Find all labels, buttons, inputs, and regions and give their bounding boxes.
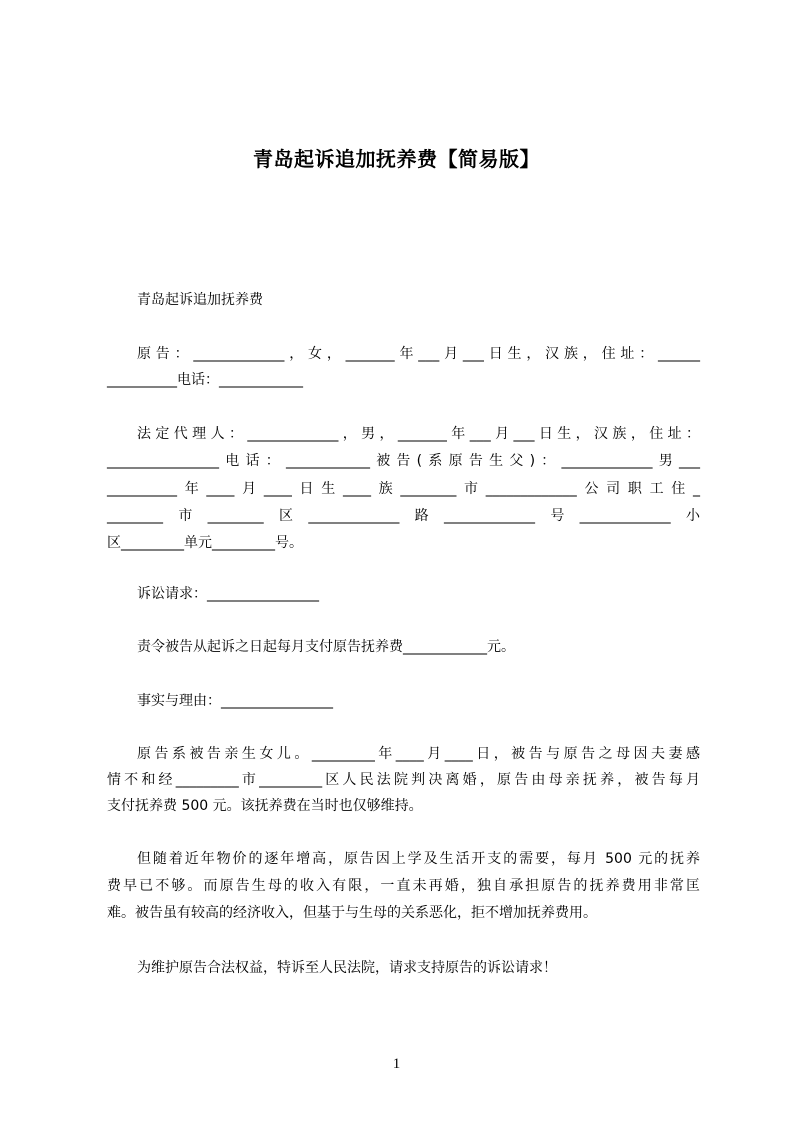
facts-line: 支付抚养费 500 元。该抚养费在当时也仅够维持。 <box>107 798 423 814</box>
plaintiff-line: __________电话：____________ <box>107 372 303 388</box>
reasons-line: 难。被告虽有较高的经济收入，但基于与生母的关系恶化，拒不增加抚养费用。 <box>107 905 597 921</box>
subtitle: 青岛起诉追加抚养费 <box>137 292 263 308</box>
reasons-line: 费早已不够。而原告生母的收入有限，一直未再婚，独自承担原告的抚养费用非常匡 <box>107 878 700 894</box>
reasons-line: 但随着近年物价的逐年增高，原告因上学及生活开支的需要，每月 500 元的抚养 <box>137 851 700 867</box>
facts-line: 情不和经_________市_________区人民法院判决离婚，原告由母亲抚养，被告每月 <box>107 772 700 788</box>
agent-line: __________年____月____日生____族________市_____________公司职工住_ <box>107 481 700 497</box>
facts-line: 原告系被告亲生女儿。_________年____月____日，被告与原告之母因夫妻感 <box>137 746 700 762</box>
agent-line: ________________电话：____________被告(系原告生父)：_____________男___ <box>107 453 700 469</box>
agent-line: 法定代理人：_____________，男，_______年___月___日生，汉族，住址： <box>137 426 700 442</box>
plaintiff-line: 原告：_____________，女，_______年___月___日生，汉族，住址：______ <box>137 346 700 362</box>
agent-line: 区_________单元_________号。 <box>107 535 303 551</box>
facts-heading: 事实与理由：________________ <box>137 693 333 709</box>
document-title: 青岛起诉追加抚养费【简易版】 <box>253 147 540 171</box>
page-number: 1 <box>392 1056 401 1072</box>
closing-line: 为维护原告合法权益，特诉至人民法院，请求支持原告的诉讼请求！ <box>137 960 557 976</box>
agent-line: ________市________区_____________路_____________号_____________小 <box>107 508 700 524</box>
claims-heading: 诉讼请求：________________ <box>137 586 319 602</box>
claim-text: 责令被告从起诉之日起每月支付原告抚养费____________元。 <box>137 639 515 655</box>
